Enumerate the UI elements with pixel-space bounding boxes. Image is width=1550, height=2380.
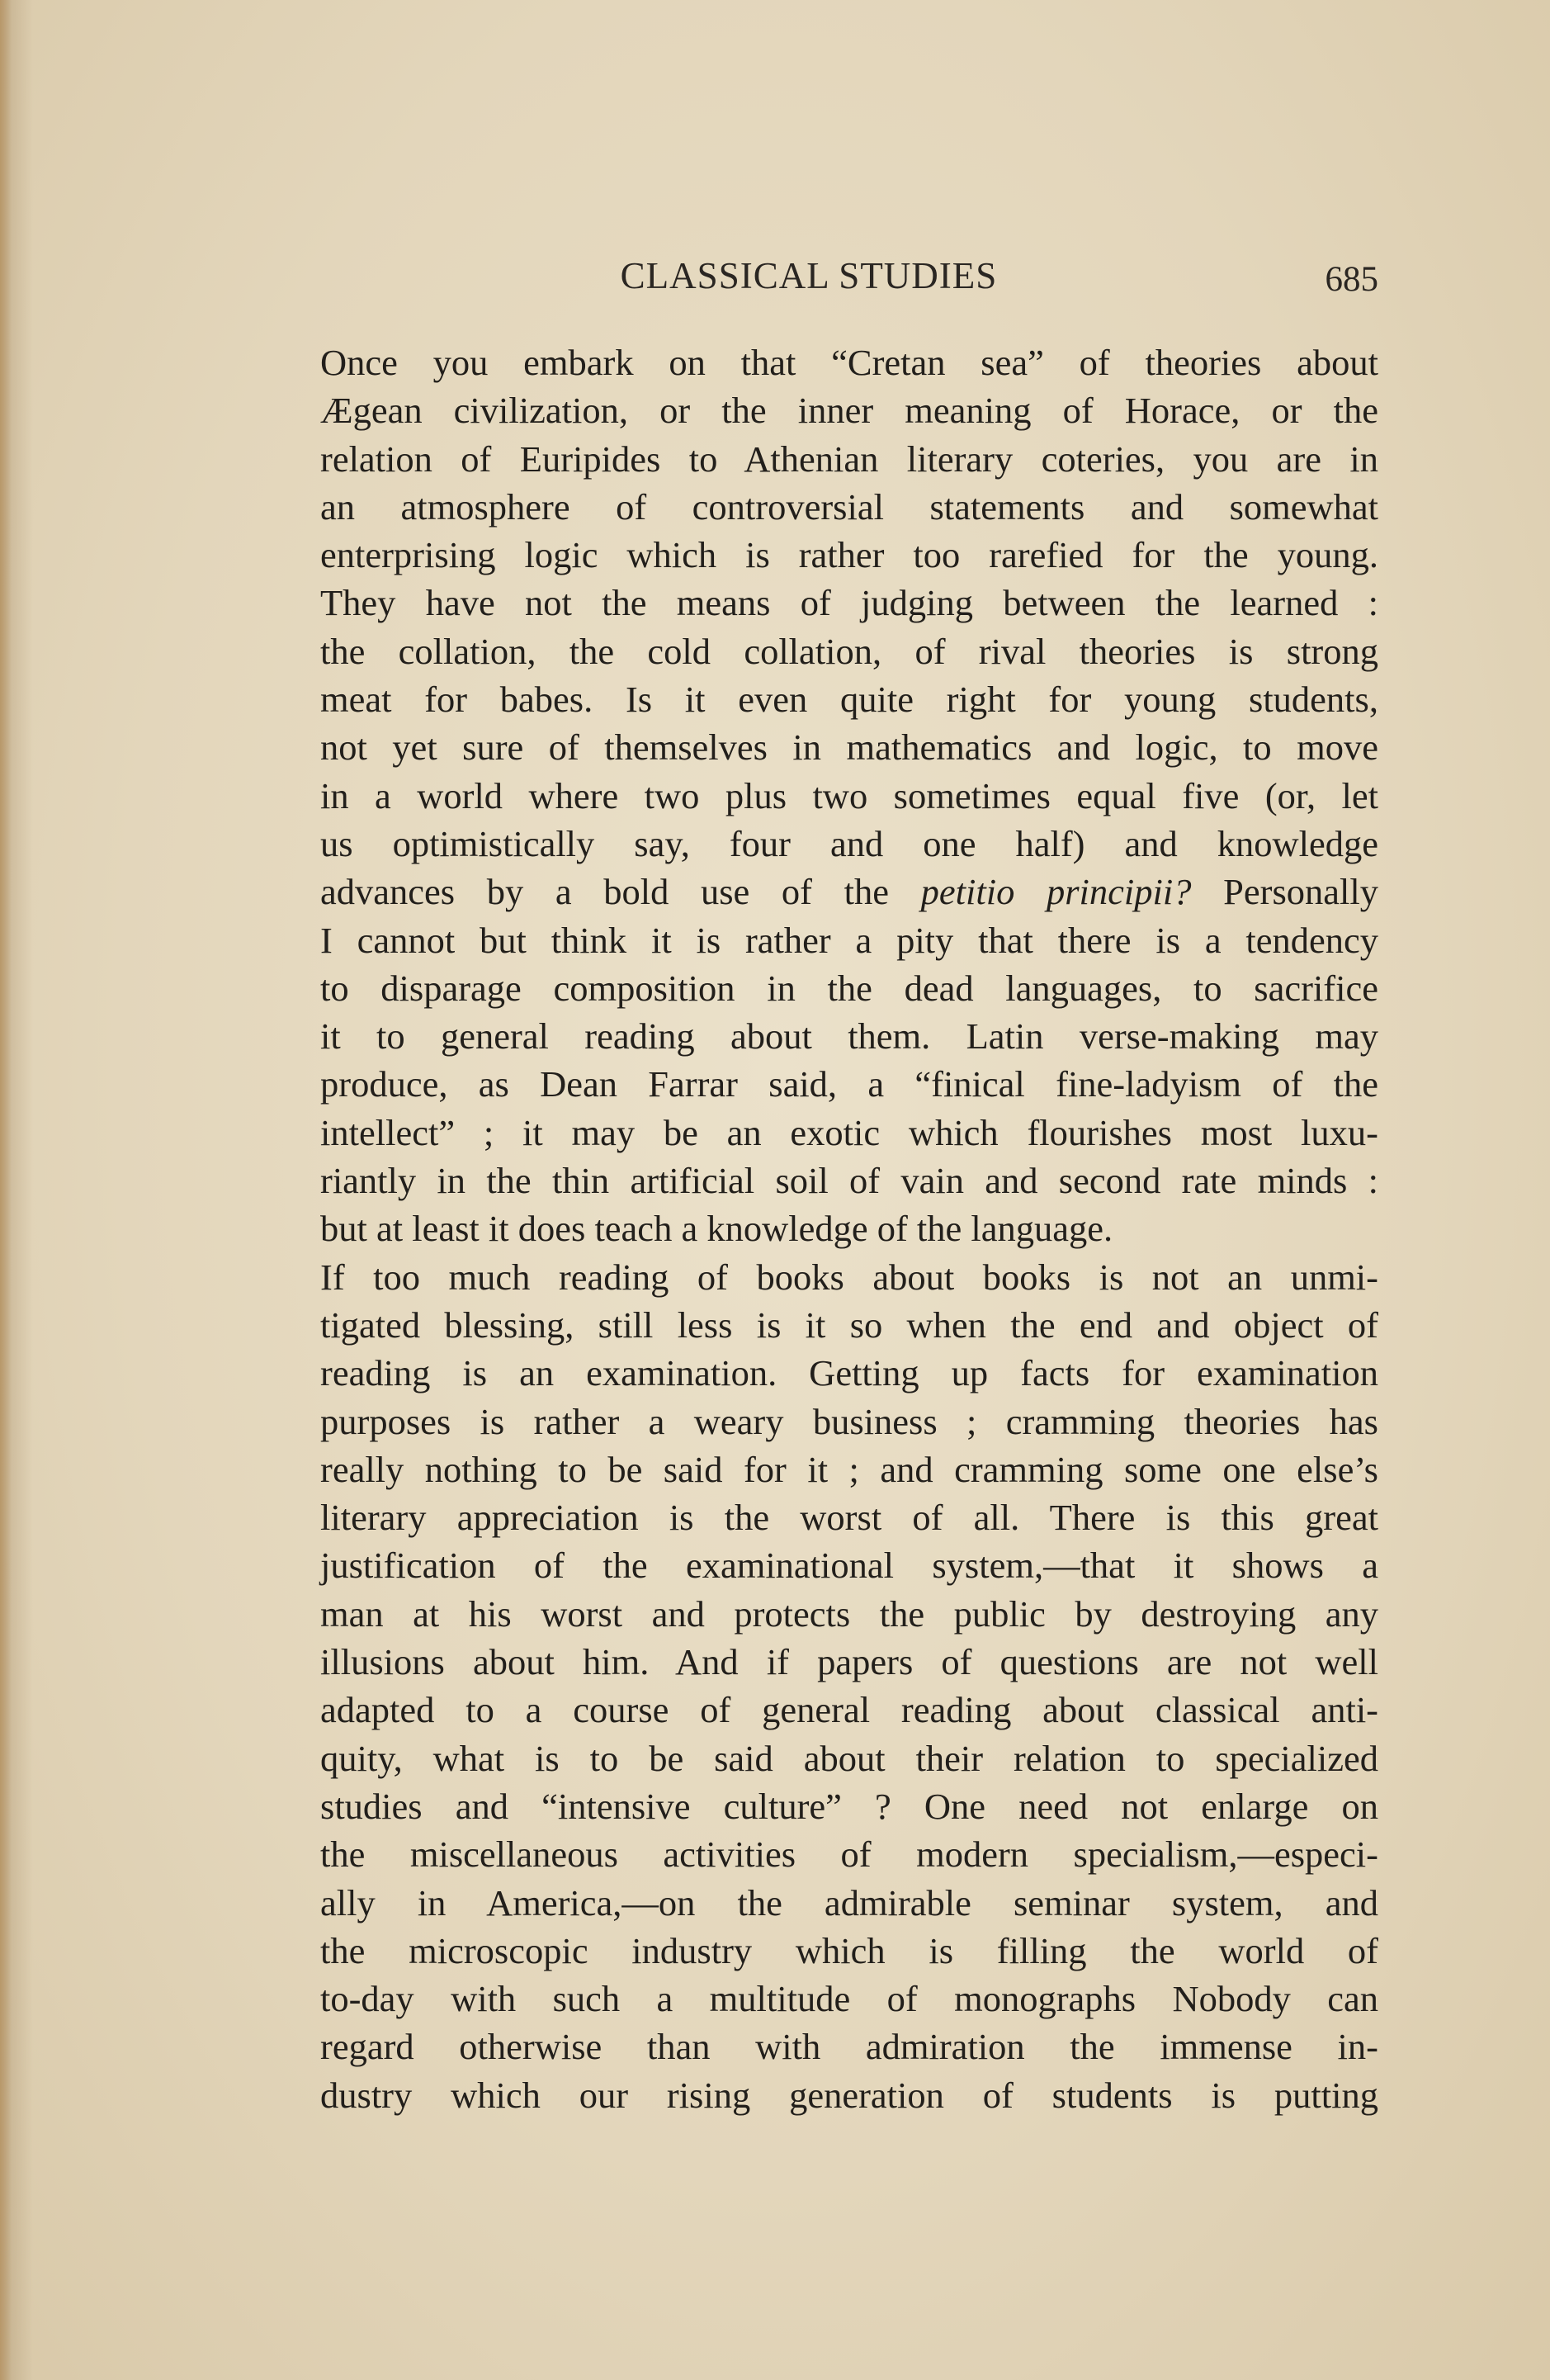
text-line: intellect” ; it may be an exotic which flourishes most luxu- [320,1111,1378,1153]
text-line: really nothing to be said for it ; and cramming some one else’s [320,1448,1378,1490]
text-line: it to general reading about them. Latin verse-making may [320,1015,1378,1058]
text-line: ally in America,—on the admirable seminar system, and [320,1881,1378,1923]
text-line: adapted to a course of general reading about classical anti- [320,1689,1378,1731]
text-line: Ægean civilization, or the inner meaning of Horace, or the [320,390,1378,432]
text-line: Once you embark on that “Cretan sea” of theories about [320,342,1378,383]
text-line: I cannot but think it is rather a pity that there is a tendency [320,919,1378,961]
text-line: reading is an examination. Getting up facts for examination [320,1352,1378,1394]
body-text [238,338,1378,2119]
text-line: studies and “intensive culture” ? One need not enlarge on [320,1785,1378,1827]
page-spine-shadow [0,0,12,2380]
italic-phrase: petitio principii? [920,871,1192,913]
text-line: but at least it does teach a knowledge of the language. [320,1208,1113,1250]
text-line: not yet sure of themselves in mathematics and logic, to move [320,726,1378,769]
text-line: to disparage composition in the dead languages, to sacrifice [320,967,1378,1009]
text-line: the collation, the cold collation, of rival theories is strong [320,630,1378,672]
text-line: riantly in the thin artificial soil of vain and second rate minds : [320,1160,1378,1202]
text-line: enterprising logic which is rather too rarefied for the young. [320,534,1378,576]
text-line: quity, what is to be said about their relation to specialized [320,1737,1378,1779]
text-line: They have not the means of judging between the learned : [320,582,1378,624]
paragraph-2 [238,1253,1378,2119]
text-line: the microscopic industry which is filling the world of [320,1929,1378,1971]
text-line: illusions about him. And if papers of questions are not well [320,1641,1378,1683]
text-line: regard otherwise than with admiration the immense in- [320,2026,1378,2068]
text-line: literary appreciation is the worst of all. There is this great [320,1497,1378,1539]
running-head-title: CLASSICAL STUDIES [620,255,998,296]
text-line: relation of Euripides to Athenian literary coteries, you are in [320,438,1378,480]
text-line: dustry which our rising generation of students is putting [320,2074,1378,2116]
text-segment: advances by a bold use of the [320,871,921,913]
text-line: to-day with such a multitude of monographs Nobody can [320,1978,1378,2020]
running-head [239,248,1378,314]
paragraph-1 [238,338,1378,1253]
text-line: purposes is rather a weary business ; cramming theories has [320,1400,1378,1442]
text-line-with-italic [238,868,1378,916]
text-line: If too much reading of books about books is not an unmi- [320,1256,1378,1298]
text-line: justification of the examinational system,—that it shows a [320,1545,1378,1587]
page-number: 685 [1325,260,1378,299]
text-line: meat for babes. Is it even quite right for young students, [320,679,1378,721]
text-line: produce, as Dean Farrar said, a “finical fine-ladyism of the [320,1063,1378,1105]
text-line: us optimistically say, four and one half) and knowledge [320,822,1378,864]
text-segment: Personally [1191,871,1378,913]
text-line: an atmosphere of controversial statements and somewhat [320,485,1378,528]
text-line: in a world where two plus two sometimes equal five (or, let [320,774,1378,816]
text-line: the miscellaneous activities of modern specialism,—especi- [320,1833,1378,1876]
text-line: tigated blessing, still less is it so when the end and object of [320,1304,1378,1346]
text-line: man at his worst and protects the public by destroying any [320,1592,1378,1635]
